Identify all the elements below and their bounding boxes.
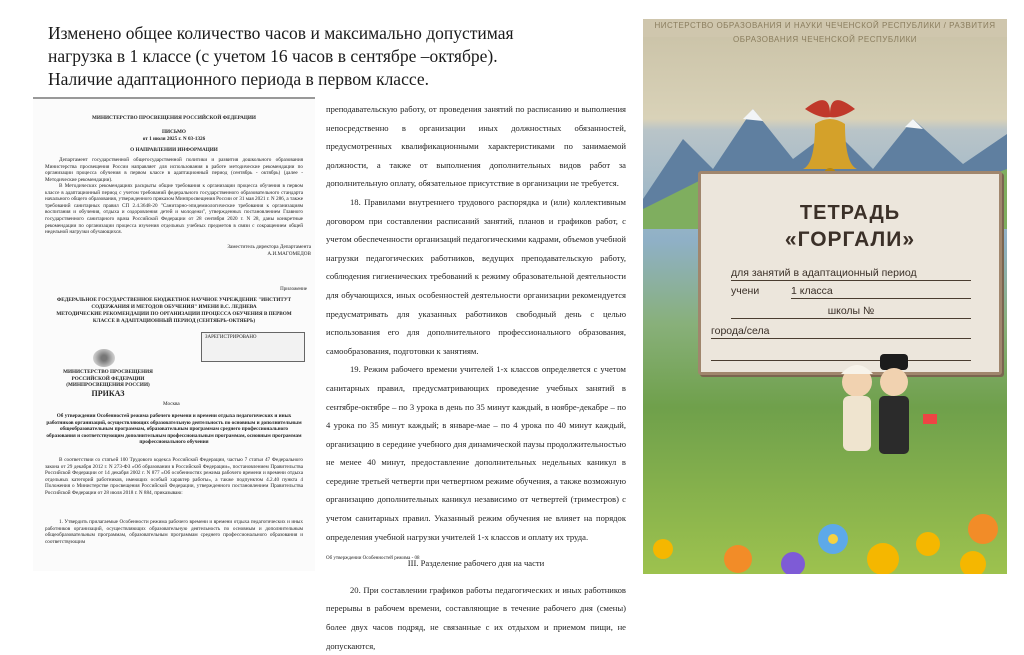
doc-paragraph-20: 20. При составлении графиков работы педагогических и иных работников перерывы в рабочем времени, составляющие в течение рабочего дня (смены) более двух часов подряд, не связанные с их отдыхом и приемом пищи, не допускаются, [326, 584, 626, 651]
doc-paragraph-continuation: преподавательскую работу, от проведения занятий по расписанию и выполнения непосредственно в организации иных должностных обязанностей, предусмотренных квалификационными характеристиками по занимаемой должности, а также от выполнения дополнительных видов работ за дополнительную оплату, обязательное присутствие в организации не требуется. [326, 104, 626, 189]
appendix-label: Приложение [280, 287, 307, 292]
signer-name: А.И.МАГОМЕДОВ [267, 251, 311, 257]
doc-footer: Об утверждении Особенностей режима - 08 [326, 556, 420, 561]
children-illustration [835, 354, 955, 464]
order-ministry: МИНИСТЕРСТВО ПРОСВЕЩЕНИЯ РОССИЙСКОЙ ФЕДЕРАЦИИ (МИНПРОСВЕЩЕНИЯ РОССИИ) [63, 369, 153, 389]
institution-name: ФЕДЕРАЛЬНОЕ ГОСУДАРСТВЕННОЕ БЮДЖЕТНОЕ НАУЧНОЕ УЧРЕЖДЕНИЕ "ИНСТИТУТ СОДЕРЖАНИЯ И МЕТОДОВ ОБУЧЕНИЯ" ИМЕНИ В.С. ЛЕДНЕВА [56, 297, 292, 310]
doc-paragraph-19: 19. Режим рабочего времени учителей 1-х классов определяется с учетом санитарных правил, предусматривающих проведение учебных занятий в сентябре-октябре – по 3 урока в день по 35 минут каждый, в ноябре-декабре – по 4 урока по 35 минут каждый; в январе-мае – по 4 урока по 40 минут каждый, организацию в середине учебного дня динамической паузы продолжительностью не менее 40 минут, предоставление дополнительных недельных каникул в середине третьей четверти при четвертном режиме обучения, а также возможную организацию дополнительных каникул независимо от четвертей (триместров) с учетом санитарных правил. Указанный режим обучения не влияет на порядок определения учебной нагрузки учителей 1-х классов и оплату их труда. [326, 364, 626, 542]
cover-line-4: города/села [711, 324, 971, 339]
cover-title-1: ТЕТРАДЬ [799, 202, 901, 224]
heading-line-2: нагрузка в 1 классе (с учетом 16 часов в сентябре –октябре). [48, 46, 498, 66]
registration-stamp [201, 332, 305, 362]
slide-heading [48, 22, 608, 91]
doc-paragraph-18: 18. Правилами внутреннего трудового распорядка и (или) коллективным договором при составлении расписаний занятий, планов и графиков работ, с учетом обеспеченности организаций педагогическими кадрами, объемов учебной нагрузки педагогических работников, ведущих преподавательскую работу, соблюдения гигиенических требований к режиму образовательной деятельности для обучающихся, иных особенностей деятельности организации рекомендуется предусматривать для указанных работников свободный день с целью использования его для дополнительного профессионального образования, самообразования, подготовки к занятиям. [326, 196, 626, 356]
letter-label: ПИСЬМО [162, 129, 186, 135]
state-emblem-icon [93, 349, 115, 367]
cover-line-2b: 1 класса [791, 284, 971, 299]
regulation-document [326, 100, 626, 651]
scanned-letter-document [33, 97, 315, 571]
notebook-cover-photo [643, 19, 1007, 574]
heading-line-1: Изменено общее количество часов и максимально допустимая [48, 23, 514, 43]
stamp-text: ЗАРЕГИСТРИРОВАНО [205, 335, 257, 340]
letter-paragraph-2: В Методических рекомендациях раскрыты общие требования к организации процесса обучения в первом классе в адаптационный период с учетом требований федерального государственного образовательного стандарта начального общего образования, утвержденного приказом Минпросвещения России от 31 мая 2021 г. N 286, а также требований санитарных правил СП 2.4.3648-20 "Санитарно-эпидемиологические требования к организациям воспитания и обучения, отдыха и оздоровления детей и молодежи", утвержденных постановлением Главного государственного санитарного врача Российской Федерации от 28 сентября 2020 г. N 28, даны конкретные рекомендации по организации процесса изучения отдельных учебных предметов в связи с сокращением общей недельной нагрузки обучающихся. [45, 183, 303, 236]
doc-section-heading: III. Разделение рабочего дня на части [407, 558, 545, 569]
order-title: ПРИКАЗ [91, 389, 125, 398]
cover-line-3: школы № [731, 304, 971, 319]
recommendations-title: МЕТОДИЧЕСКИЕ РЕКОМЕНДАЦИИ ПО ОРГАНИЗАЦИИ ПРОЦЕССА ОБУЧЕНИЯ В ПЕРВОМ КЛАССЕ В АДАПТАЦИОННЫЙ ПЕРИОД (СЕНТЯБРЬ-ОКТЯБРЬ) [56, 311, 292, 324]
cover-title-2: «ГОРГАЛИ» [784, 228, 916, 251]
publisher-band: НИСТЕРСТВО ОБРАЗОВАНИЯ И НАУКИ ЧЕЧЕНСКОЙ РЕСПУБЛИКИ / РАЗВИТИЯ ОБРАЗОВАНИЯ ЧЕЧЕНСКОЙ РЕСПУБЛИКИ [643, 19, 1007, 37]
signer-role: Заместитель директора Департамента [227, 244, 311, 250]
order-item-1: 1. Утвердить прилагаемые Особенности режима рабочего времени и времени отдыха педагогических и иных работников организаций, осуществляющих образовательную деятельность по основным и дополнительным общеобразовательным программам, образовательным программам среднего профессионального образования и соответствующим [45, 519, 303, 545]
cover-line-2a: учени [731, 285, 760, 297]
letter-paragraph-1: Департамент государственной общегосударственной политики и развития дошкольного образования Министерства просвещения России направляет для использования в работе методические рекомендации по организации процесса обучения в первом классе в адаптационный период (сентябрь - октябрь) (далее - Методические рекомендации). [45, 157, 303, 183]
cover-title-sign [698, 171, 1002, 375]
order-subject: Об утверждении Особенностей режима рабочего времени и времени отдыха педагогических и иных работников организаций, осуществляющих образовательную деятельность по основным и дополнительным общеобразовательным программам, образовательным программам среднего профессионального образования и соответствующим дополнительным профессиональным программам, основным программам профессионального обучения [46, 413, 302, 446]
order-city: Москва [163, 401, 180, 407]
order-preamble: В соответствии со статьей 100 Трудового кодекса Российской Федерации, частью 7 статьи 47 Федерального закона от 29 декабря 2012 г. N 273-ФЗ «Об образовании в Российской Федерации», постановлением Правительства Российской Федерации от 14 декабря 2002 г. N 877 «Об особенностях режима рабочего времени и времени отдыха отдельных категорий работников, имеющих особый характер работы», а также подпунктом 4.2.40 пункта 4 Положения о Министерстве просвещения Российской Федерации, утвержденного постановлением Правительства Российской Федерации от 28 июля 2018 г. N 884, приказываю: [45, 457, 303, 496]
ministry-header: МИНИСТЕРСТВО ПРОСВЕЩЕНИЯ РОССИЙСКОЙ ФЕДЕРАЦИИ [92, 115, 256, 121]
flowers-illustration [643, 449, 1007, 574]
cover-line-1: для занятий в адаптационный период [731, 266, 971, 281]
school-bell-icon [785, 89, 875, 184]
letter-date: от 1 июля 2025 г. N 03-1326 [142, 136, 206, 142]
heading-line-3: Наличие адаптационного периода в первом классе. [48, 69, 429, 89]
letter-subject: О НАПРАВЛЕНИИ ИНФОРМАЦИИ [130, 147, 218, 153]
